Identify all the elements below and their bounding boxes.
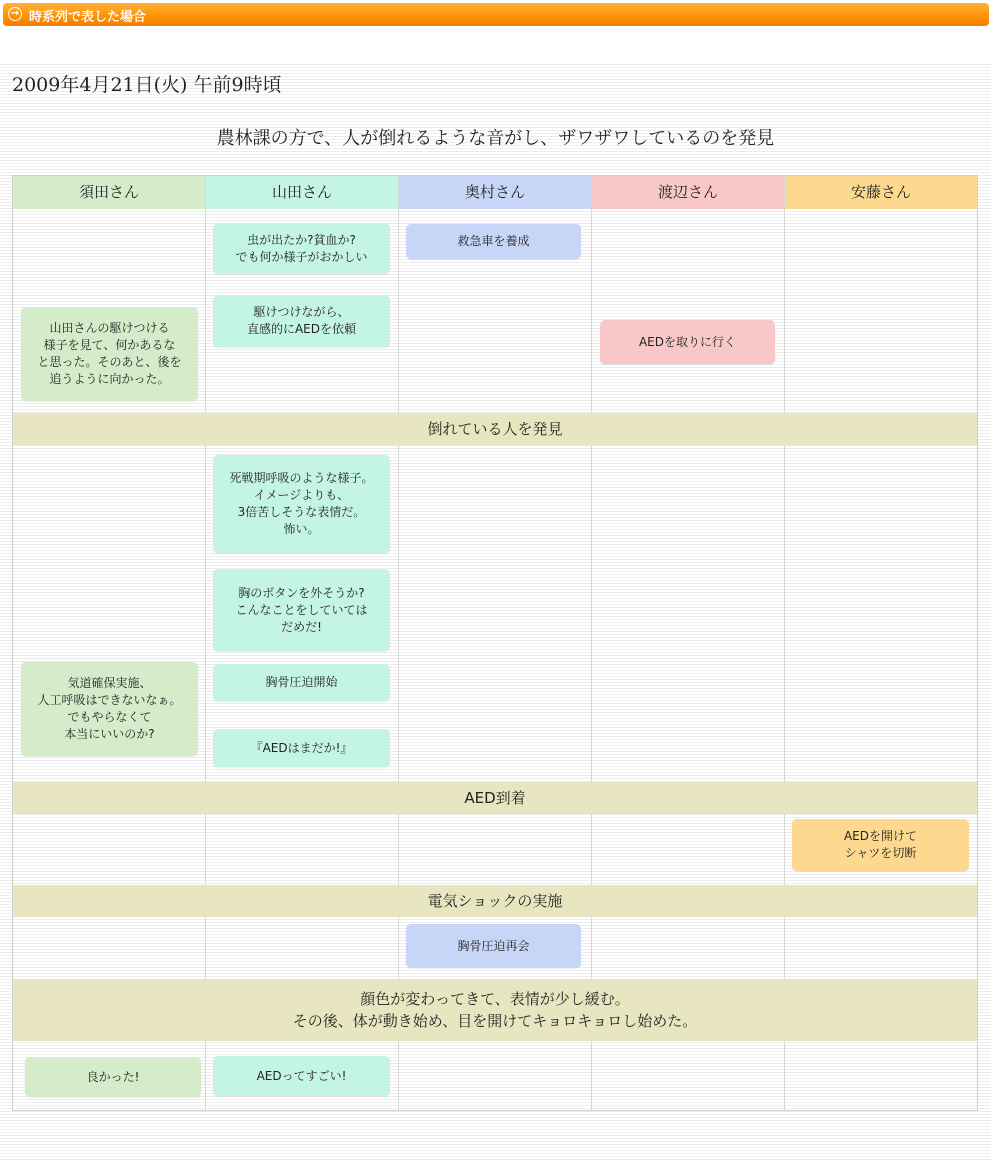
event-okumura-2: 胸骨圧迫再会 xyxy=(406,924,581,968)
event-yamada-3: 死戦期呼吸のような様子。 イメージよりも、 3倍苦しそうな表情だ。 怖い。 xyxy=(213,455,390,553)
column-divider xyxy=(784,175,785,1111)
column-header-suda: 須田さん xyxy=(13,176,205,209)
milestone-aed-arrival: AED到着 xyxy=(13,782,977,814)
event-ando-1: AEDを開けて シャツを切断 xyxy=(792,819,969,871)
event-yamada-6: 『AEDはまだか!』 xyxy=(213,729,390,767)
column-header-yamada: 山田さん xyxy=(206,176,398,209)
column-divider xyxy=(398,175,399,1111)
event-yamada-5: 胸骨圧迫開始 xyxy=(213,664,390,701)
event-suda-1: 山田さんの駆けつける 様子を見て、何かあるな と思った。そのあと、後を 追うように向かった。 xyxy=(21,307,198,401)
event-suda-2: 気道確保実施、 人工呼吸はできないなぁ。 でもやらなくて 本当にいいのか? xyxy=(21,662,198,756)
event-okumura-1: 救急車を養成 xyxy=(406,224,581,259)
event-yamada-2: 駆けつけながら、 直感的にAEDを依頼 xyxy=(213,295,390,347)
column-divider xyxy=(591,175,592,1111)
column-header-ando: 安藤さん xyxy=(785,176,977,209)
column-divider xyxy=(205,175,206,1111)
event-yamada-1: 虫が出たか?貧血か? でも何か様子がおかしい xyxy=(213,223,390,274)
section-header xyxy=(3,3,989,26)
arrow-circle-icon: → xyxy=(8,7,22,21)
milestone-shock: 電気ショックの実施 xyxy=(13,885,977,917)
event-suda-3: 良かった! xyxy=(25,1057,201,1097)
event-yamada-4: 胸のボタンを外そうか? こんなことをしていては だめだ! xyxy=(213,569,390,651)
milestone-recovery: 顔色が変わってきて、表情が少し緩む。 その後、体が動き始め、目を開けてキョロキョロし始めた。 xyxy=(13,979,977,1041)
event-watanabe-1: AEDを取りに行く xyxy=(600,320,775,364)
section-title: 時系列で表した場合 xyxy=(29,10,147,25)
column-header-watanabe: 渡辺さん xyxy=(592,176,784,209)
column-header-okumura: 奥村さん xyxy=(399,176,591,209)
incident-date: 2009年4月21日(火) 午前9時頃 xyxy=(12,74,282,96)
milestone-found: 倒れている人を発見 xyxy=(13,413,977,445)
incident-summary: 農林課の方で、人が倒れるような音がし、ザワザワしているのを発見 xyxy=(216,128,775,149)
event-yamada-7: AEDってすごい! xyxy=(213,1056,390,1096)
